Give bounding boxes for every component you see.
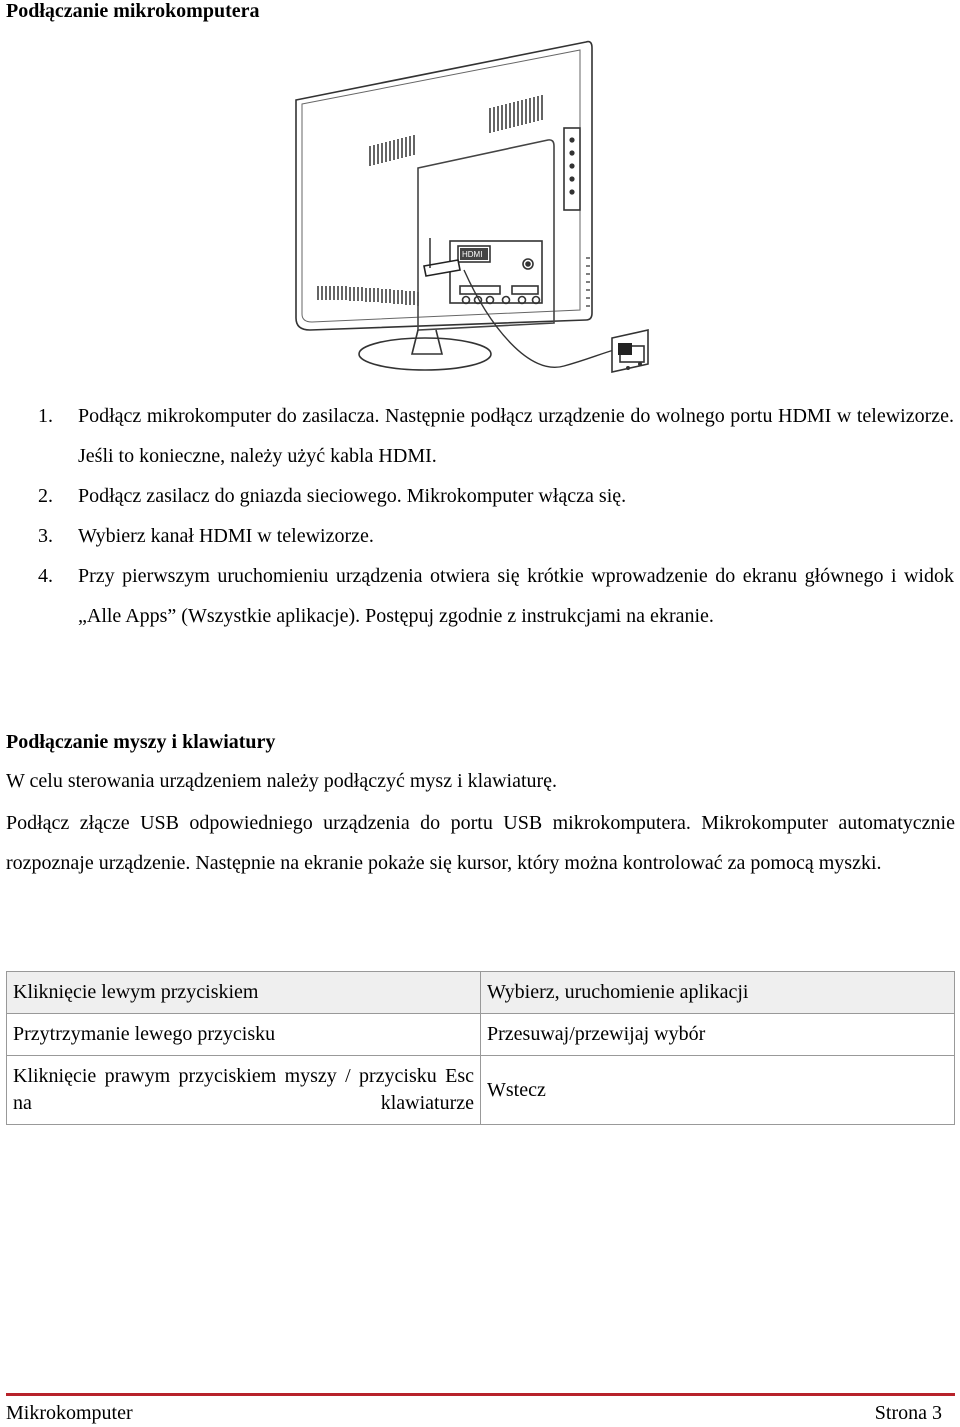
vent-grille-top (370, 94, 542, 166)
table-cell-result: Wstecz (481, 1056, 955, 1125)
vent-grille-bottom (318, 286, 418, 306)
step-item: 3. Wybierz kanał HDMI w telewizorze. (38, 525, 374, 547)
table-cell-action: Kliknięcie prawym przyciskiem myszy / przycisku Esc na klawiaturze (7, 1056, 481, 1125)
table-row (7, 972, 955, 1014)
table-row (7, 1056, 955, 1125)
paragraph-mouse-intro: W celu sterowania urządzeniem należy podłączyć mysz i klawiaturę. (6, 770, 558, 792)
hdmi-port-label: HDMI (462, 250, 483, 259)
tv-back-illustration (290, 38, 670, 383)
page-heading: Podłączanie mikrokomputera (6, 0, 260, 22)
step-item: 1. Podłącz mikrokomputer do zasilacza. Następnie podłącz urządzenie do wolnego portu HDMI w telewizorze. Jeśli to konieczne, należy użyć kabla HDMI. (38, 405, 954, 467)
footer-rule (6, 1393, 955, 1396)
table-row (7, 1014, 955, 1056)
section-heading-mouse-keyboard: Podłączanie myszy i klawiatury (6, 731, 276, 753)
setup-steps-list (38, 396, 954, 636)
step-item: 2. Podłącz zasilacz do gniazda sieciowego. Mikrokomputer włącza się. (38, 485, 627, 507)
paragraph-usb-connection: Podłącz złącze USB odpowiedniego urządzenia do portu USB mikrokomputera. Mikrokomputer automatycznie rozpoznaje urządzenie. Następnie na ekranie pokaże się kursor, który można kontrolować za pomocą myszki. (6, 812, 955, 874)
table-cell-result: Wybierz, uruchomienie aplikacji (481, 972, 955, 1014)
table-cell-action: Przytrzymanie lewego przycisku (7, 1014, 481, 1056)
footer-page-number: Strona 3 (874, 1402, 942, 1424)
footer-title: Mikrokomputer (6, 1402, 133, 1424)
step-item: 4. Przy pierwszym uruchomieniu urządzenia otwiera się krótkie wprowadzenie do ekranu głównego i widok „Alle Apps” (Wszystkie aplikacje). Postępuj zgodnie z instrukcjami na ekranie. (38, 565, 954, 627)
table-cell-result: Przesuwaj/przewijaj wybór (481, 1014, 955, 1056)
mouse-actions-table (6, 971, 955, 1125)
table-cell-action: Kliknięcie lewym przyciskiem (7, 972, 481, 1014)
